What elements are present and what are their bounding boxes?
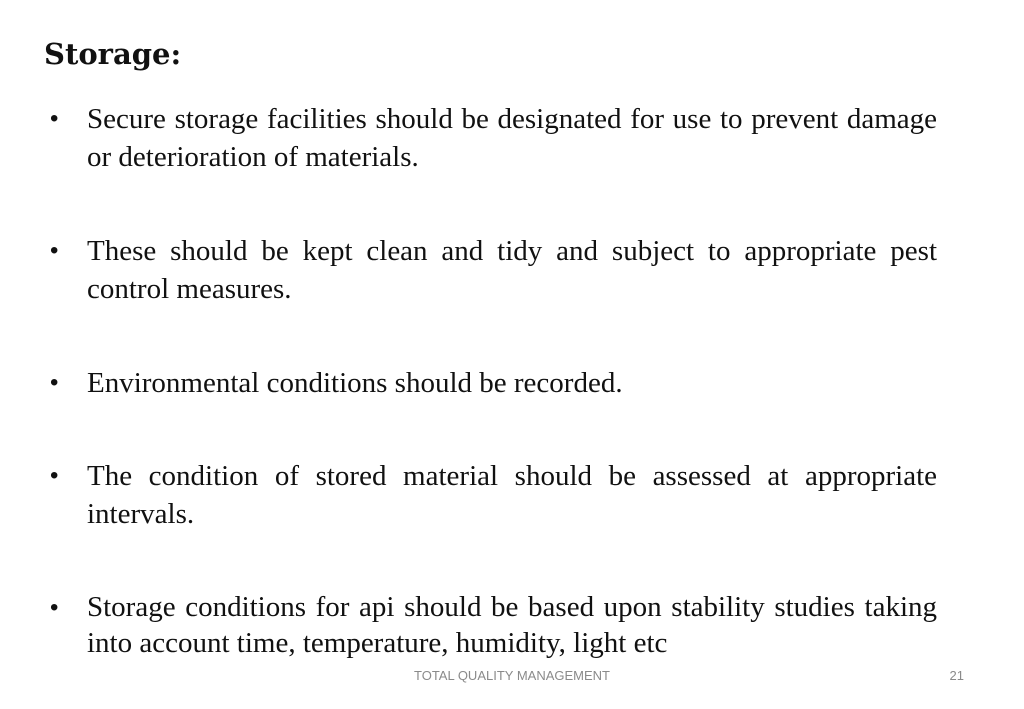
- bullet-text: These should be kept clean and tidy and subject to appropriate pest control measures.: [87, 235, 937, 305]
- slide-title: Storage:: [44, 37, 182, 71]
- footer-label: TOTAL QUALITY MANAGEMENT: [414, 668, 610, 683]
- bullet-text: The condition of stored material should be assessed at appropriate intervals.: [87, 460, 937, 530]
- bullet-text: Environmental conditions should be recorded.: [87, 367, 623, 399]
- bullet-marker: •: [50, 462, 59, 489]
- bullet-text: Secure storage facilities should be designated for use to prevent damage or deterioration of materials.: [87, 103, 937, 173]
- bullet-text: Storage conditions for api should be based upon stability studies taking into account time, temperature, humidity, light etc: [87, 591, 937, 659]
- bullet-marker: •: [50, 369, 59, 396]
- bullet-marker: •: [50, 594, 59, 621]
- bullet-marker: •: [50, 105, 59, 132]
- bullet-marker: •: [50, 237, 59, 264]
- page-number: 21: [949, 668, 964, 683]
